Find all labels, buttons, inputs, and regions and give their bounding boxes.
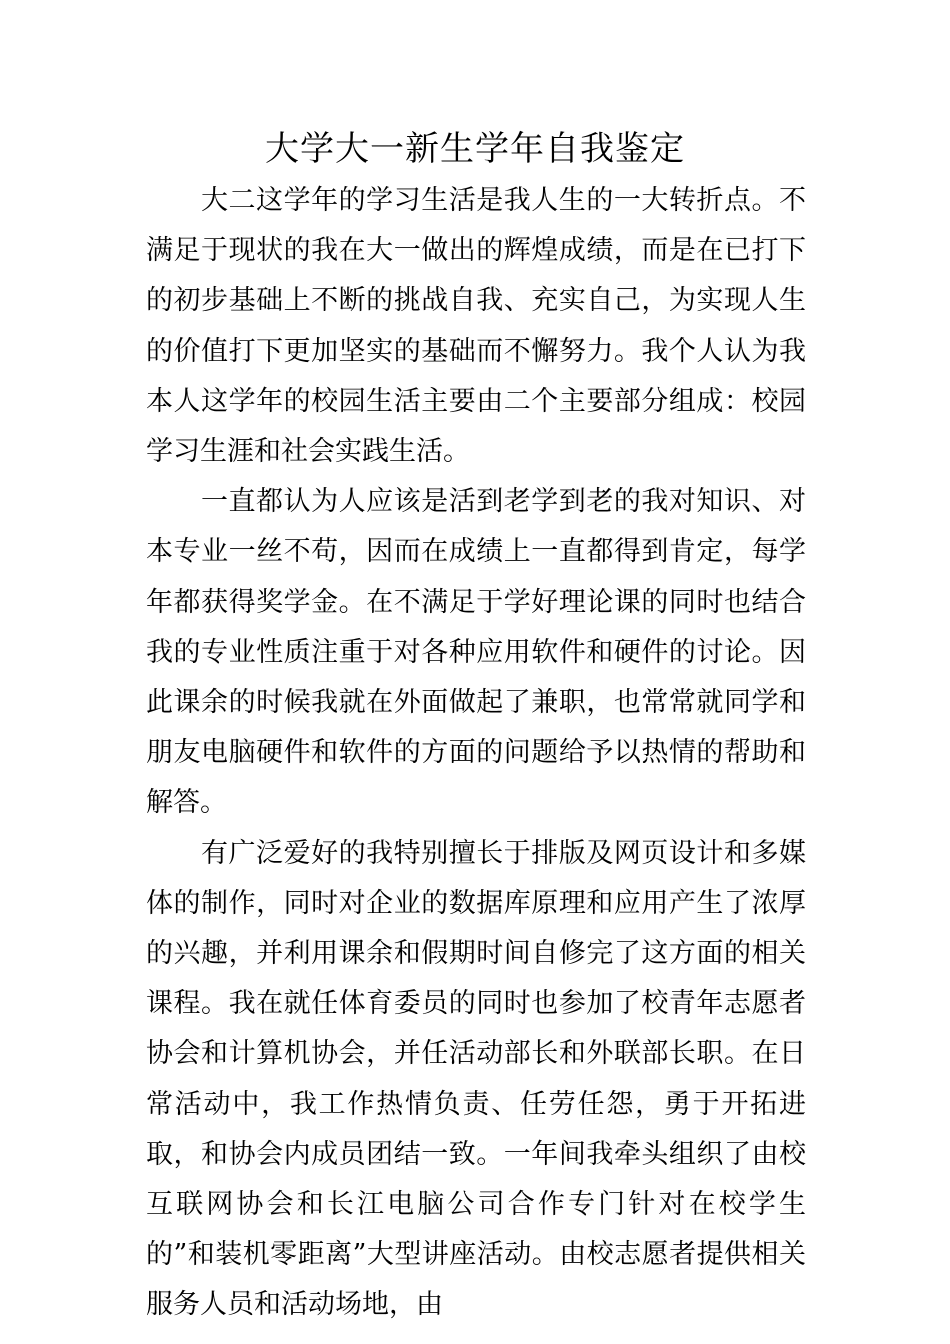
paragraph-2: 一直都认为人应该是活到老学到老的我对知识、对本专业一丝不苟，因而在成绩上一直都得到肯定，每学年都获得奖学金。在不满足于学好理论课的同时也结合我的专业性质注重于对各种应用软件和硬件的讨论。因此课余的时候我就在外面做起了兼职，也常常就同学和朋友电脑硬件和软件的方面的问题给予以热情的帮助和解答。: [146, 486, 806, 819]
paragraph-3: 有广泛爱好的我特别擅长于排版及网页设计和多媒体的制作，同时对企业的数据库原理和应用产生了浓厚的兴趣，并利用课余和假期时间自修完了这方面的相关课程。我在就任体育委员的同时也参加了校青年志愿者协会和计算机协会，并任活动部长和外联部长职。在日常活动中，我工作热情负责、任劳任怨，勇于开拓进取，和协会内成员团结一致。一年间我牵头组织了由校互联网协会和长江电脑公司合作专门针对在校学生的”和装机零距离”大型讲座活动。由校志愿者提供相关服务人员和活动场地，由: [146, 837, 806, 1321]
document-title: 大学大一新生学年自我鉴定: [265, 129, 685, 169]
paragraph-1: 大二这学年的学习生活是我人生的一大转折点。不满足于现状的我在大一做出的辉煌成绩，而是在已打下的初步基础上不断的挑战自我、充实自己，为实现人生的价值打下更加坚实的基础而不懈努力。我个人认为我本人这学年的校园生活主要由二个主要部分组成：校园学习生涯和社会实践生活。: [146, 185, 806, 468]
document-body: [146, 176, 806, 1331]
